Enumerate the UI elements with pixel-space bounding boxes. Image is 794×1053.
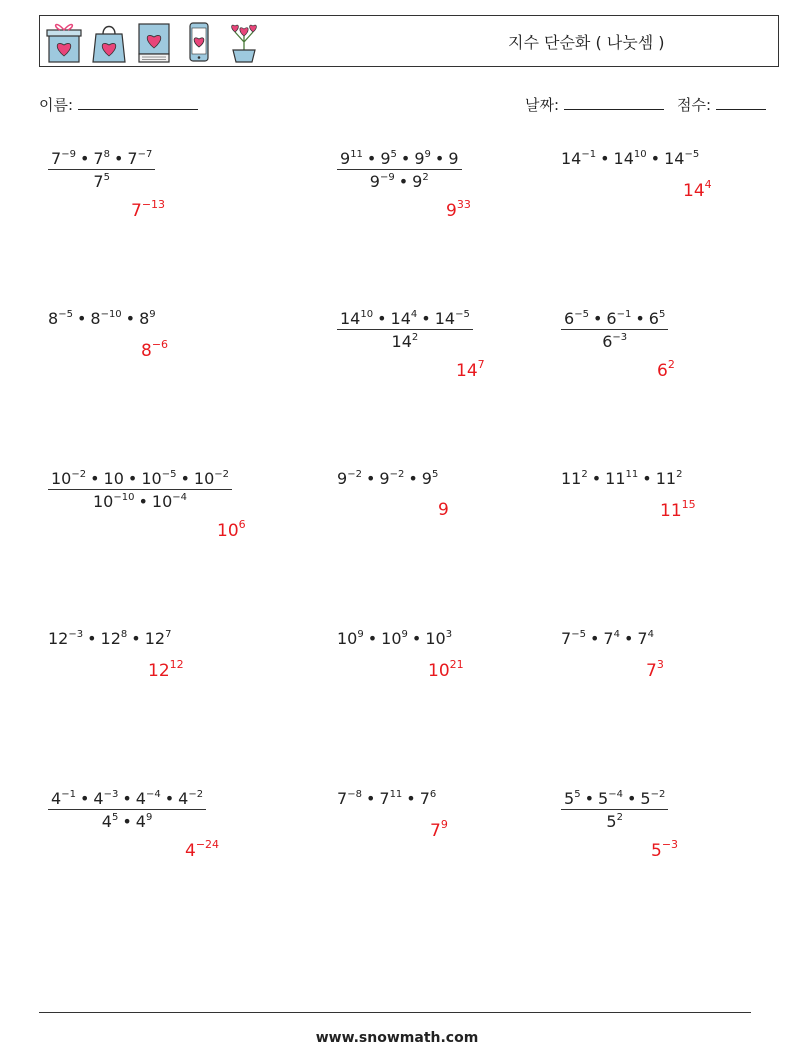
term-exponent: 2: [616, 812, 623, 823]
term-base: 10: [151, 492, 173, 511]
term-base: 10: [337, 629, 358, 648]
term-base: 7: [603, 629, 614, 648]
term-exponent: 3: [445, 629, 453, 640]
phone-heart-icon: [181, 20, 217, 64]
answer-4: [141, 338, 168, 361]
score-blank[interactable]: [716, 95, 766, 110]
answer-exponent: −24: [195, 838, 220, 851]
numerator: [48, 149, 155, 168]
answer-exponent: −6: [151, 338, 169, 351]
term-base: 6: [602, 332, 613, 351]
flowerpot-heart-icon: [226, 20, 262, 64]
answer-base: 4: [185, 841, 196, 861]
term-exponent: −10: [113, 492, 135, 503]
term-exponent: −1: [61, 789, 76, 800]
problem-11: [337, 629, 452, 648]
term-exponent: 11: [389, 789, 403, 800]
problem-4: [48, 309, 156, 328]
multiply-dot: •: [122, 789, 132, 808]
multiply-dot: •: [421, 309, 431, 328]
answer-exponent: 3: [656, 658, 664, 671]
term-base: 6: [564, 309, 575, 328]
term-exponent: −2: [389, 469, 405, 480]
expression: [561, 469, 682, 488]
term-base: 11: [605, 469, 626, 488]
answer-8: [438, 500, 449, 520]
term-base: 5: [564, 789, 575, 808]
term-base: 4: [135, 789, 146, 808]
term-exponent: −7: [137, 149, 153, 160]
term-exponent: 6: [429, 789, 437, 800]
term-base: 7: [93, 149, 104, 168]
answer-exponent: 9: [440, 818, 448, 831]
term-base: 12: [48, 629, 69, 648]
problem-1: [48, 149, 155, 191]
term-base: 14: [664, 149, 685, 168]
term-exponent: −4: [608, 789, 623, 800]
multiply-dot: •: [635, 309, 645, 328]
footer-divider: [39, 1012, 751, 1013]
denominator: [337, 329, 473, 351]
answer-exponent: 33: [456, 198, 471, 211]
term-base: 10: [92, 492, 114, 511]
term-base: 9: [380, 149, 391, 168]
term-base: 6: [648, 309, 659, 328]
gift-heart-icon: [46, 20, 82, 64]
date-field[interactable]: [525, 94, 664, 115]
answer-base: 10: [217, 521, 239, 541]
expression: [48, 629, 171, 648]
answer-exponent: 12: [169, 658, 184, 671]
term-exponent: −5: [574, 309, 589, 320]
answer-exponent: 6: [238, 518, 246, 531]
numerator: [48, 469, 232, 488]
term-exponent: −5: [684, 149, 700, 160]
term-base: 12: [144, 629, 166, 648]
multiply-dot: •: [584, 789, 594, 808]
term-base: 9: [414, 149, 425, 168]
term-base: 9: [340, 149, 351, 168]
answer-exponent: −13: [141, 198, 166, 211]
multiply-dot: •: [76, 309, 87, 328]
term-base: 10: [193, 469, 215, 488]
denominator: [561, 809, 668, 831]
problem-15: [561, 789, 668, 831]
answer-10: [148, 658, 184, 681]
term-exponent: 5: [111, 812, 119, 823]
answer-base: 6: [657, 361, 668, 381]
term-exponent: 10: [633, 149, 647, 160]
term-base: 5: [606, 812, 617, 831]
term-exponent: −1: [581, 149, 597, 160]
answer-1: [131, 198, 165, 221]
term-exponent: 5: [574, 789, 581, 800]
multiply-dot: •: [366, 149, 377, 168]
problem-6: [561, 309, 668, 351]
multiply-dot: •: [79, 789, 90, 808]
term-exponent: −2: [71, 469, 87, 480]
date-blank[interactable]: [564, 95, 664, 110]
multiply-dot: •: [90, 469, 100, 488]
multiply-dot: •: [365, 469, 376, 488]
term-exponent: 5: [103, 172, 110, 183]
term-exponent: 2: [422, 172, 429, 183]
numerator: [337, 149, 462, 168]
term-exponent: −2: [188, 789, 204, 800]
term-base: 4: [51, 789, 62, 808]
term-exponent: −5: [571, 629, 586, 640]
term-exponent: −3: [68, 629, 84, 640]
term-base: 7: [51, 149, 62, 168]
term-exponent: 11: [625, 469, 639, 480]
answer-exponent: 15: [681, 498, 696, 511]
name-field[interactable]: [39, 94, 198, 115]
answer-base: 7: [430, 821, 441, 841]
multiply-dot: •: [600, 149, 610, 168]
term-base: 7: [127, 149, 138, 168]
term-base: 8: [139, 309, 150, 328]
multiply-dot: •: [650, 149, 661, 168]
denominator: [561, 329, 668, 351]
term-base: 7: [337, 789, 348, 808]
denominator: [337, 169, 462, 191]
answer-6: [657, 358, 675, 381]
answer-base: 14: [683, 181, 705, 201]
denominator: [48, 489, 232, 511]
multiply-dot: •: [406, 789, 416, 808]
multiply-dot: •: [592, 309, 603, 328]
multiply-dot: •: [180, 469, 190, 488]
term-exponent: −5: [58, 309, 73, 320]
expression: [561, 149, 699, 168]
answer-base: 7: [131, 201, 142, 221]
name-label: 이름:: [39, 96, 74, 114]
term-base: 7: [93, 172, 104, 191]
answer-2: [446, 198, 471, 221]
numerator: [48, 789, 206, 808]
term-base: 9: [421, 469, 432, 488]
term-base: 9: [379, 469, 390, 488]
term-base: 10: [425, 629, 446, 648]
answer-base: 11: [660, 501, 682, 521]
term-exponent: −9: [61, 149, 76, 160]
multiply-dot: •: [434, 149, 445, 168]
term-exponent: 8: [120, 629, 128, 640]
term-base: 4: [101, 812, 112, 831]
answer-exponent: 4: [704, 178, 712, 191]
term-base: 7: [561, 629, 572, 648]
term-base: 8: [48, 309, 59, 328]
term-base: 4: [135, 812, 146, 831]
term-exponent: 7: [165, 629, 172, 640]
expression: [48, 309, 156, 328]
term-base: 9: [337, 469, 348, 488]
term-base: 14: [613, 149, 634, 168]
answer-15: [651, 838, 678, 861]
multiply-dot: •: [411, 629, 422, 648]
multiply-dot: •: [127, 469, 138, 488]
numerator: [337, 309, 473, 328]
answer-exponent: −3: [661, 838, 679, 851]
answer-12: [646, 658, 664, 681]
term-exponent: −4: [172, 492, 187, 503]
term-base: 11: [655, 469, 677, 488]
multiply-dot: •: [589, 629, 600, 648]
term-exponent: 5: [431, 469, 439, 480]
term-exponent: 5: [658, 309, 666, 320]
term-base: 4: [93, 789, 104, 808]
term-exponent: 11: [350, 149, 363, 160]
term-exponent: 10: [360, 309, 374, 320]
multiply-dot: •: [164, 789, 175, 808]
answer-exponent: 7: [477, 358, 485, 371]
term-base: 9: [369, 172, 380, 191]
term-base: 7: [379, 789, 390, 808]
problem-14: [337, 789, 436, 808]
term-exponent: −9: [379, 172, 395, 183]
expression: [561, 629, 654, 648]
term-exponent: −5: [455, 309, 470, 320]
term-exponent: −2: [347, 469, 362, 480]
term-exponent: −8: [347, 789, 362, 800]
term-exponent: 2: [676, 469, 683, 480]
multiply-dot: •: [79, 149, 90, 168]
problem-7: [48, 469, 232, 511]
answer-13: [185, 838, 219, 861]
expression: [337, 469, 438, 488]
term-base: 14: [340, 309, 361, 328]
multiply-dot: •: [398, 172, 409, 191]
answer-9: [660, 498, 696, 521]
term-exponent: −3: [612, 332, 628, 343]
multiply-dot: •: [138, 492, 148, 511]
multiply-dot: •: [408, 469, 418, 488]
answer-base: 9: [438, 500, 449, 520]
answer-7: [217, 518, 246, 541]
term-base: 10: [141, 469, 162, 488]
term-base: 9: [412, 172, 423, 191]
term-exponent: 9: [149, 309, 156, 320]
term-exponent: 4: [613, 629, 620, 640]
multiply-dot: •: [122, 812, 132, 831]
answer-14: [430, 818, 448, 841]
multiply-dot: •: [87, 629, 97, 648]
multiply-dot: •: [365, 789, 376, 808]
answer-base: 10: [428, 661, 450, 681]
multiply-dot: •: [591, 469, 602, 488]
term-base: 14: [391, 332, 412, 351]
term-exponent: −2: [650, 789, 666, 800]
term-exponent: 9: [401, 629, 408, 640]
term-base: 12: [100, 629, 121, 648]
problem-5: [337, 309, 473, 351]
answer-3: [683, 178, 712, 201]
term-base: 14: [561, 149, 582, 168]
term-base: 4: [178, 789, 189, 808]
term-base: 11: [561, 469, 582, 488]
term-base: 9: [448, 149, 459, 168]
multiply-dot: •: [131, 629, 141, 648]
worksheet-header: [39, 15, 779, 67]
term-base: 10: [381, 629, 402, 648]
page-title: 지수 단순화 ( 나눗셈 ): [508, 33, 665, 52]
multiply-dot: •: [642, 469, 652, 488]
term-exponent: 4: [410, 309, 418, 320]
answer-base: 7: [646, 661, 657, 681]
term-exponent: −3: [103, 789, 119, 800]
answer-11: [428, 658, 464, 681]
problem-13: [48, 789, 206, 831]
answer-exponent: 21: [449, 658, 464, 671]
multiply-dot: •: [125, 309, 136, 328]
term-exponent: 5: [390, 149, 397, 160]
multiply-dot: •: [400, 149, 411, 168]
term-exponent: −10: [100, 309, 122, 320]
book-heart-icon: [136, 20, 172, 64]
numerator: [561, 789, 668, 808]
term-base: 7: [637, 629, 648, 648]
term-exponent: 9: [145, 812, 153, 823]
problem-12: [561, 629, 654, 648]
term-exponent: 2: [411, 332, 419, 343]
term-exponent: 9: [357, 629, 364, 640]
numerator: [561, 309, 668, 328]
multiply-dot: •: [377, 309, 387, 328]
score-field[interactable]: [677, 94, 766, 115]
term-exponent: −2: [214, 469, 229, 480]
footer-url: www.snowmath.com: [315, 1030, 479, 1046]
term-base: 14: [390, 309, 411, 328]
problem-2: [337, 149, 462, 191]
answer-base: 9: [446, 201, 457, 221]
term-base: 14: [434, 309, 456, 328]
problem-8: [337, 469, 438, 488]
expression: [337, 629, 452, 648]
term-base: 10: [51, 469, 72, 488]
expression: [337, 789, 436, 808]
score-label: 점수:: [677, 96, 712, 114]
answer-base: 14: [456, 361, 478, 381]
multiply-dot: •: [626, 789, 637, 808]
term-exponent: 8: [103, 149, 110, 160]
answer-5: [456, 358, 485, 381]
term-base: 5: [598, 789, 609, 808]
term-exponent: 9: [424, 149, 431, 160]
term-base: 5: [640, 789, 651, 808]
term-exponent: −4: [145, 789, 161, 800]
problem-9: [561, 469, 682, 488]
term-exponent: 4: [647, 629, 654, 640]
multiply-dot: •: [367, 629, 378, 648]
denominator: [48, 169, 155, 191]
icon-strip: [46, 20, 262, 64]
term-exponent: 2: [581, 469, 588, 480]
answer-base: 12: [148, 661, 170, 681]
answer-base: 5: [651, 841, 662, 861]
date-label: 날짜:: [525, 96, 560, 114]
term-base: 7: [419, 789, 430, 808]
problem-3: [561, 149, 699, 168]
term-exponent: −1: [616, 309, 632, 320]
answer-exponent: 2: [667, 358, 675, 371]
denominator: [48, 809, 206, 831]
term-exponent: −5: [161, 469, 177, 480]
bag-heart-icon: [91, 20, 127, 64]
problem-10: [48, 629, 171, 648]
answer-base: 8: [141, 341, 152, 361]
multiply-dot: •: [113, 149, 124, 168]
multiply-dot: •: [623, 629, 634, 648]
term-base: 6: [606, 309, 617, 328]
term-base: 10: [103, 469, 124, 488]
name-blank[interactable]: [78, 95, 198, 110]
term-base: 8: [90, 309, 101, 328]
